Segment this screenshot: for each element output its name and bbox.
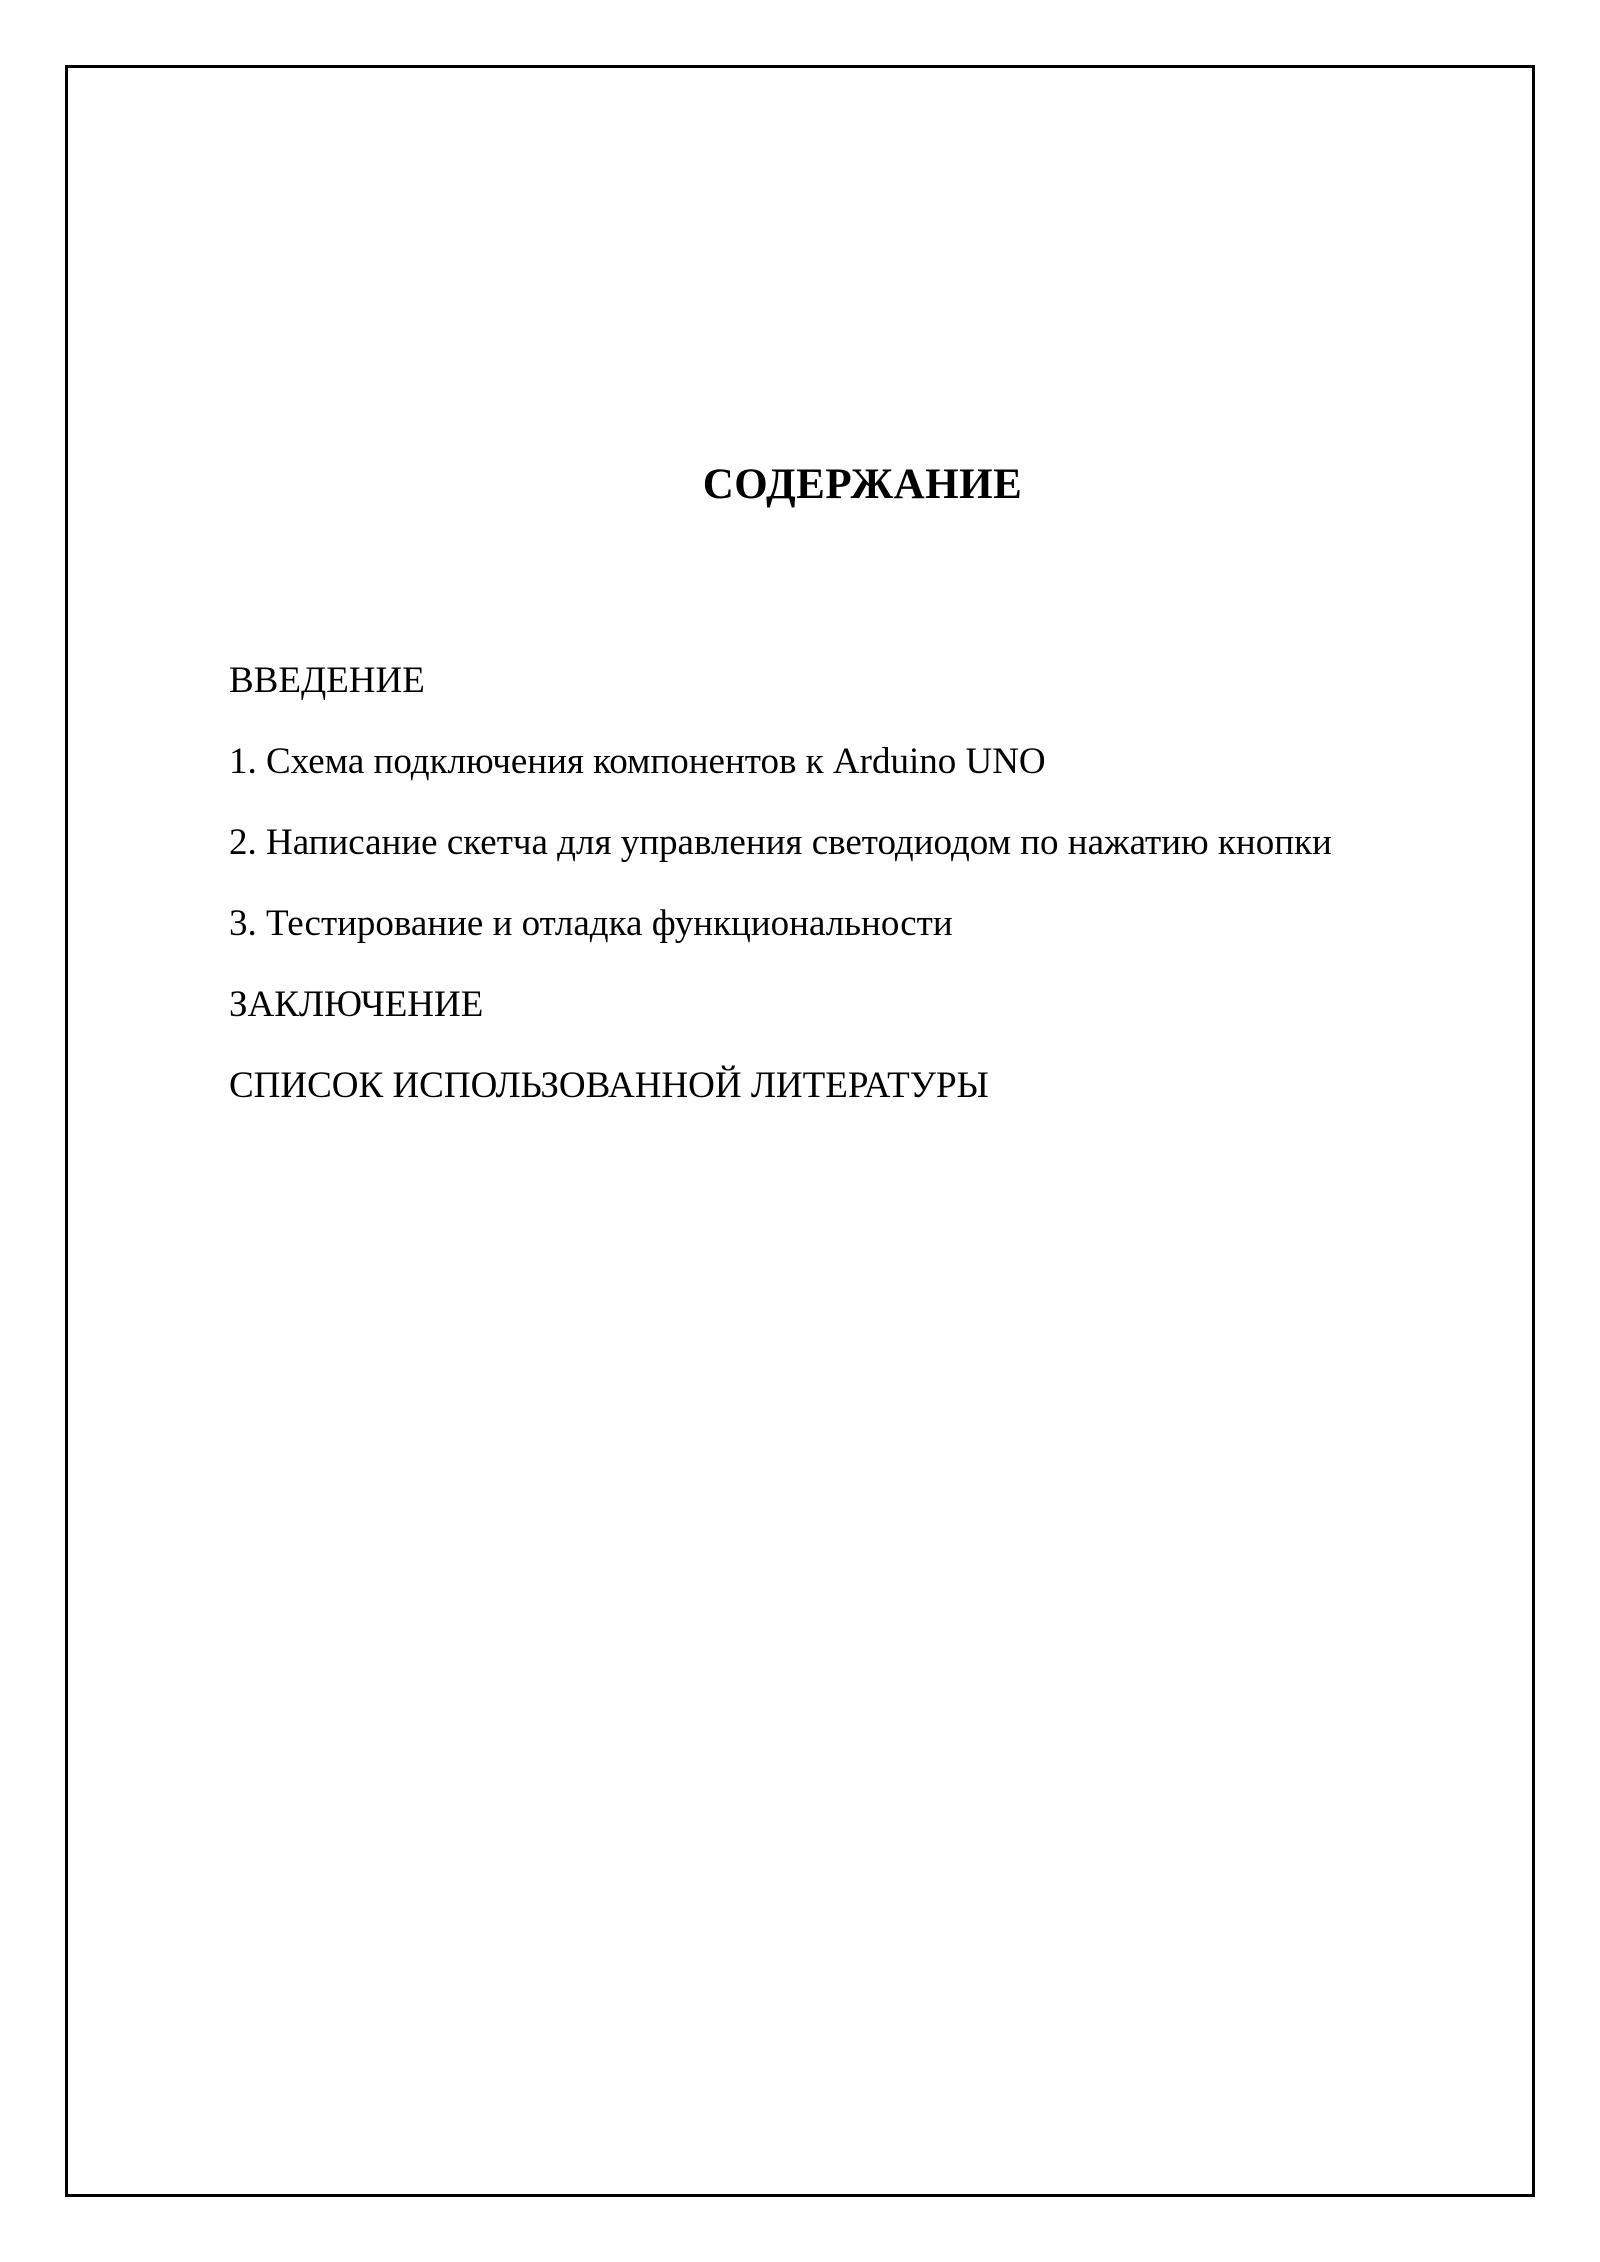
page-border-frame — [65, 65, 1535, 2197]
toc-item-references: СПИСОК ИСПОЛЬЗОВАННОЙ ЛИТЕРАТУРЫ — [229, 1065, 989, 1106]
toc-item-section-3: 3. Тестирование и отладка функциональности — [229, 903, 953, 944]
page-title: СОДЕРЖАНИЕ — [702, 461, 1023, 508]
table-of-contents — [229, 640, 1332, 1126]
toc-item-section-1: 1. Схема подключения компонентов к Arduino UNO — [229, 741, 1046, 782]
toc-item-introduction: ВВЕДЕНИЕ — [229, 660, 425, 701]
toc-item-conclusion: ЗАКЛЮЧЕНИЕ — [229, 984, 484, 1025]
toc-item-section-2: 2. Написание скетча для управления светодиодом по нажатию кнопки — [229, 822, 1332, 863]
